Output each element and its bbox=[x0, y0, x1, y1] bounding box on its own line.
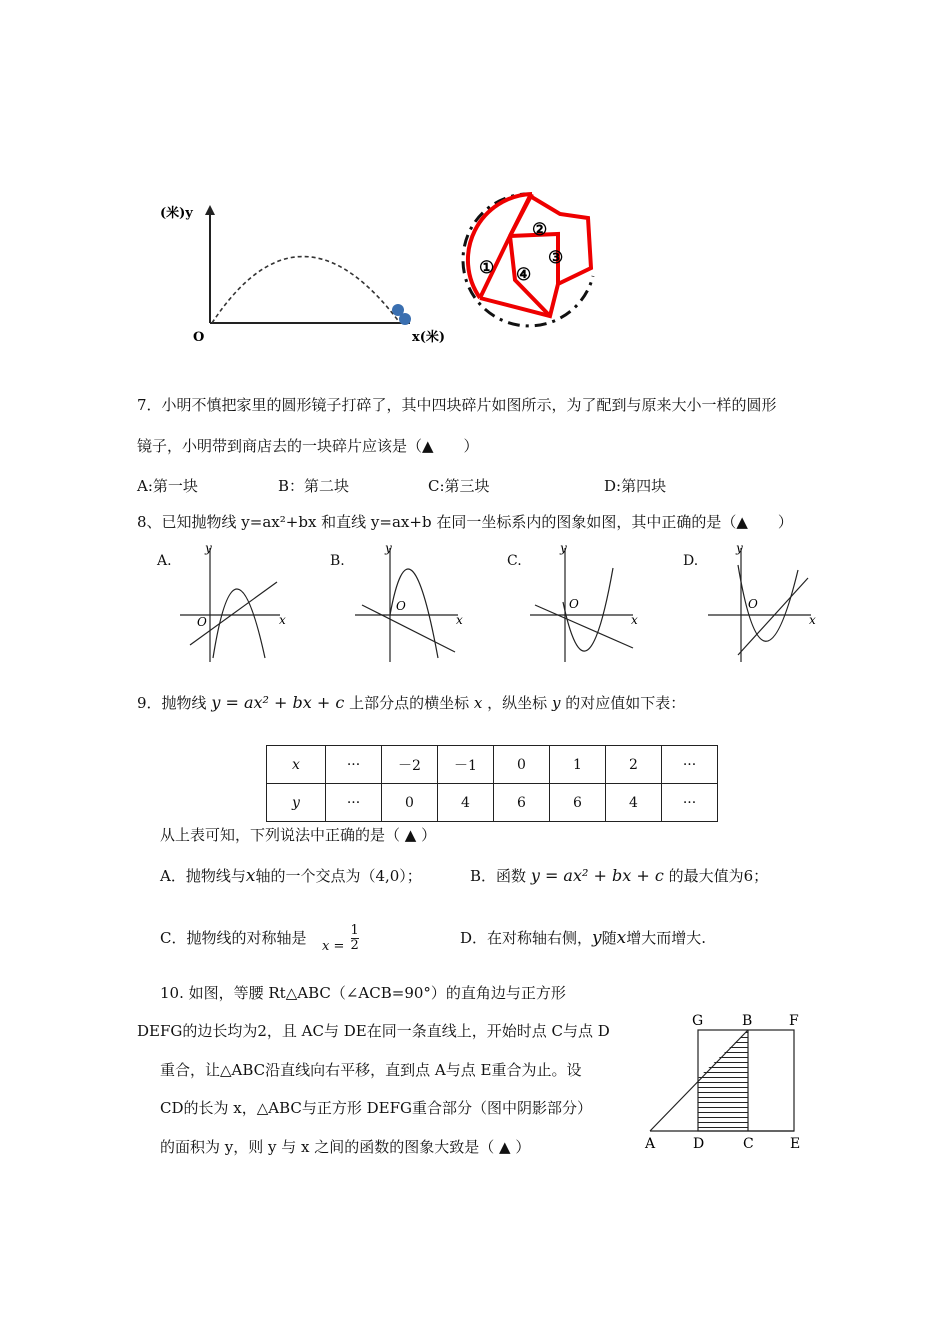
table-row bbox=[267, 746, 718, 784]
q9-optc-lhs: x = bbox=[322, 939, 345, 954]
q8-stem: 8、已知抛物线 y=ax²+bx 和直线 y=ax+b 在同一坐标系内的图象如图，其中正确的是（▲ ） bbox=[137, 513, 793, 531]
q9-stem-a: 9．抛物线 bbox=[137, 694, 207, 712]
piece-4-label: ④ bbox=[516, 265, 532, 285]
q9-var-x: x bbox=[473, 694, 483, 712]
label-d: D bbox=[693, 1136, 705, 1150]
q8-b-line bbox=[362, 605, 455, 652]
table-cell: 6 bbox=[494, 784, 550, 822]
trajectory-curve bbox=[212, 257, 400, 324]
q8-a-y: y bbox=[205, 541, 212, 555]
q8-d-x: x bbox=[809, 613, 816, 627]
table-cell: ··· bbox=[662, 746, 718, 784]
q7-line2: 镜子，小明带到商店去的一块碎片应该是（▲ ） bbox=[137, 437, 479, 455]
trajectory-y-label: (米)y bbox=[160, 206, 193, 221]
label-c: C bbox=[743, 1136, 754, 1150]
table-cell: －1 bbox=[438, 746, 494, 784]
piece-1-label: ① bbox=[479, 258, 495, 278]
q9-optc-formula bbox=[322, 924, 359, 953]
table-cell: ··· bbox=[326, 746, 382, 784]
table-cell: 4 bbox=[606, 784, 662, 822]
q9-value-table bbox=[266, 745, 718, 822]
piece-3-label: ③ bbox=[548, 248, 564, 268]
q9-optb-text: B．函数 bbox=[470, 867, 527, 885]
q8-graph-d bbox=[703, 540, 823, 665]
q9-opta-var: x bbox=[245, 866, 256, 886]
q7-option-c: C:第三块 bbox=[428, 477, 490, 495]
q8-graph-b-label: B. bbox=[330, 553, 345, 569]
piece-2-label: ② bbox=[532, 220, 548, 240]
q8-b-x: x bbox=[456, 613, 463, 627]
label-e: E bbox=[790, 1136, 801, 1150]
q10-line4: CD的长为 x，△ABC与正方形 DEFG重合部分（图中阴影部分） bbox=[160, 1099, 593, 1117]
q8-graph-c-label: C. bbox=[507, 553, 522, 569]
q7-option-b: B：第二块 bbox=[278, 477, 350, 495]
label-b: B bbox=[742, 1013, 753, 1029]
label-f: F bbox=[789, 1013, 799, 1029]
trajectory-figure bbox=[150, 195, 460, 355]
q9-formula: y = ax² + bx + c bbox=[211, 693, 345, 712]
q9-optc-num: 1 bbox=[350, 923, 359, 938]
overlap-shaded-region bbox=[698, 1030, 748, 1131]
table-cell: 4 bbox=[438, 784, 494, 822]
q9-optc-den: 2 bbox=[350, 938, 359, 953]
q9-opta-text2: 轴的一个交点为（4,0）； bbox=[255, 867, 422, 885]
q9-option-d bbox=[460, 928, 706, 948]
q8-graph-c bbox=[525, 540, 645, 665]
q8-graph-a bbox=[175, 540, 295, 665]
broken-mirror-figure bbox=[460, 188, 600, 328]
q10-line1: 10. 如图，等腰 Rt△ABC（∠ACB=90°）的直角边与正方形 bbox=[160, 984, 566, 1002]
table-cell: ··· bbox=[662, 784, 718, 822]
q9-optb-formula: y = ax² + bx + c bbox=[530, 866, 664, 885]
q7-option-d: D:第四块 bbox=[604, 477, 667, 495]
q10-line2: DEFG的边长均为2，且 AC与 DE在同一条直线上，开始时点 C与点 D bbox=[137, 1022, 610, 1040]
q10-line5: 的面积为 y，则 y 与 x 之间的函数的图象大致是（ ▲ ） bbox=[160, 1138, 531, 1156]
q8-d-line bbox=[738, 578, 808, 655]
q8-b-parabola bbox=[390, 569, 438, 658]
q8-d-o: O bbox=[748, 597, 758, 611]
q9-optd-var1: y bbox=[592, 928, 602, 948]
q9-optd-text3: 增大而增大. bbox=[626, 929, 707, 947]
q9-option-b bbox=[470, 866, 768, 886]
q9-optd-text: D．在对称轴右侧， bbox=[460, 929, 593, 947]
q8-d-y: y bbox=[736, 541, 743, 555]
trajectory-y-arrow bbox=[205, 205, 215, 215]
q8-graph-a-label: A. bbox=[157, 553, 172, 569]
q9-opta-text: A．抛物线与 bbox=[160, 867, 246, 885]
q8-d-parabola bbox=[738, 565, 798, 641]
table-cell: ··· bbox=[326, 784, 382, 822]
q9-option-c bbox=[160, 928, 306, 948]
table-cell: 0 bbox=[382, 784, 438, 822]
q8-a-x: x bbox=[279, 613, 286, 627]
q9-lead: 从上表可知，下列说法中正确的是（ ▲ ） bbox=[160, 826, 437, 844]
trajectory-x-label: x(米) bbox=[412, 330, 446, 345]
trajectory-origin: O bbox=[193, 330, 205, 345]
q7-option-a: A:第一块 bbox=[137, 477, 198, 495]
q9-optd-text2: 随 bbox=[601, 929, 617, 947]
q9-optc-text: C．抛物线的对称轴是 bbox=[160, 929, 307, 947]
q8-b-y: y bbox=[385, 541, 392, 555]
q9-optd-var2: x bbox=[616, 928, 627, 948]
q9-stem-b: 上部分点的横坐标 bbox=[349, 694, 470, 712]
q8-c-x: x bbox=[631, 613, 638, 627]
q9-stem-c: ，纵坐标 bbox=[487, 694, 548, 712]
ball-icon bbox=[399, 313, 411, 325]
table-row bbox=[267, 784, 718, 822]
table-cell: x bbox=[267, 746, 326, 784]
table-cell: 2 bbox=[606, 746, 662, 784]
q9-stem bbox=[137, 693, 685, 713]
q8-c-line bbox=[535, 605, 633, 648]
table-cell: y bbox=[267, 784, 326, 822]
q10-line3: 重合，让△ABC沿直线向右平移，直到点 A与点 E重合为止。设 bbox=[160, 1061, 582, 1079]
table-cell: －2 bbox=[382, 746, 438, 784]
q10-figure bbox=[640, 1010, 815, 1150]
q8-graph-d-label: D. bbox=[683, 553, 699, 569]
table-cell: 0 bbox=[494, 746, 550, 784]
q8-b-o: O bbox=[396, 599, 406, 613]
label-a: A bbox=[645, 1136, 656, 1150]
table-cell: 6 bbox=[550, 784, 606, 822]
q8-c-o: O bbox=[569, 597, 579, 611]
q8-c-y: y bbox=[560, 541, 567, 555]
q8-a-o: O bbox=[197, 615, 207, 629]
q8-graph-b bbox=[350, 540, 470, 665]
label-g: G bbox=[692, 1013, 704, 1029]
q7-line1: 7．小明不慎把家里的圆形镜子打碎了，其中四块碎片如图所示，为了配到与原来大小一样的圆形 bbox=[137, 396, 777, 414]
q9-var-y: y bbox=[551, 694, 561, 712]
q8-a-line bbox=[190, 582, 277, 645]
q8-a-parabola bbox=[213, 589, 265, 658]
q9-stem-d: 的对应值如下表： bbox=[565, 694, 686, 712]
q9-option-a bbox=[160, 866, 422, 886]
table-cell: 1 bbox=[550, 746, 606, 784]
q9-optb-text2: 的最大值为6； bbox=[668, 867, 769, 885]
pieces-edges bbox=[480, 196, 591, 316]
